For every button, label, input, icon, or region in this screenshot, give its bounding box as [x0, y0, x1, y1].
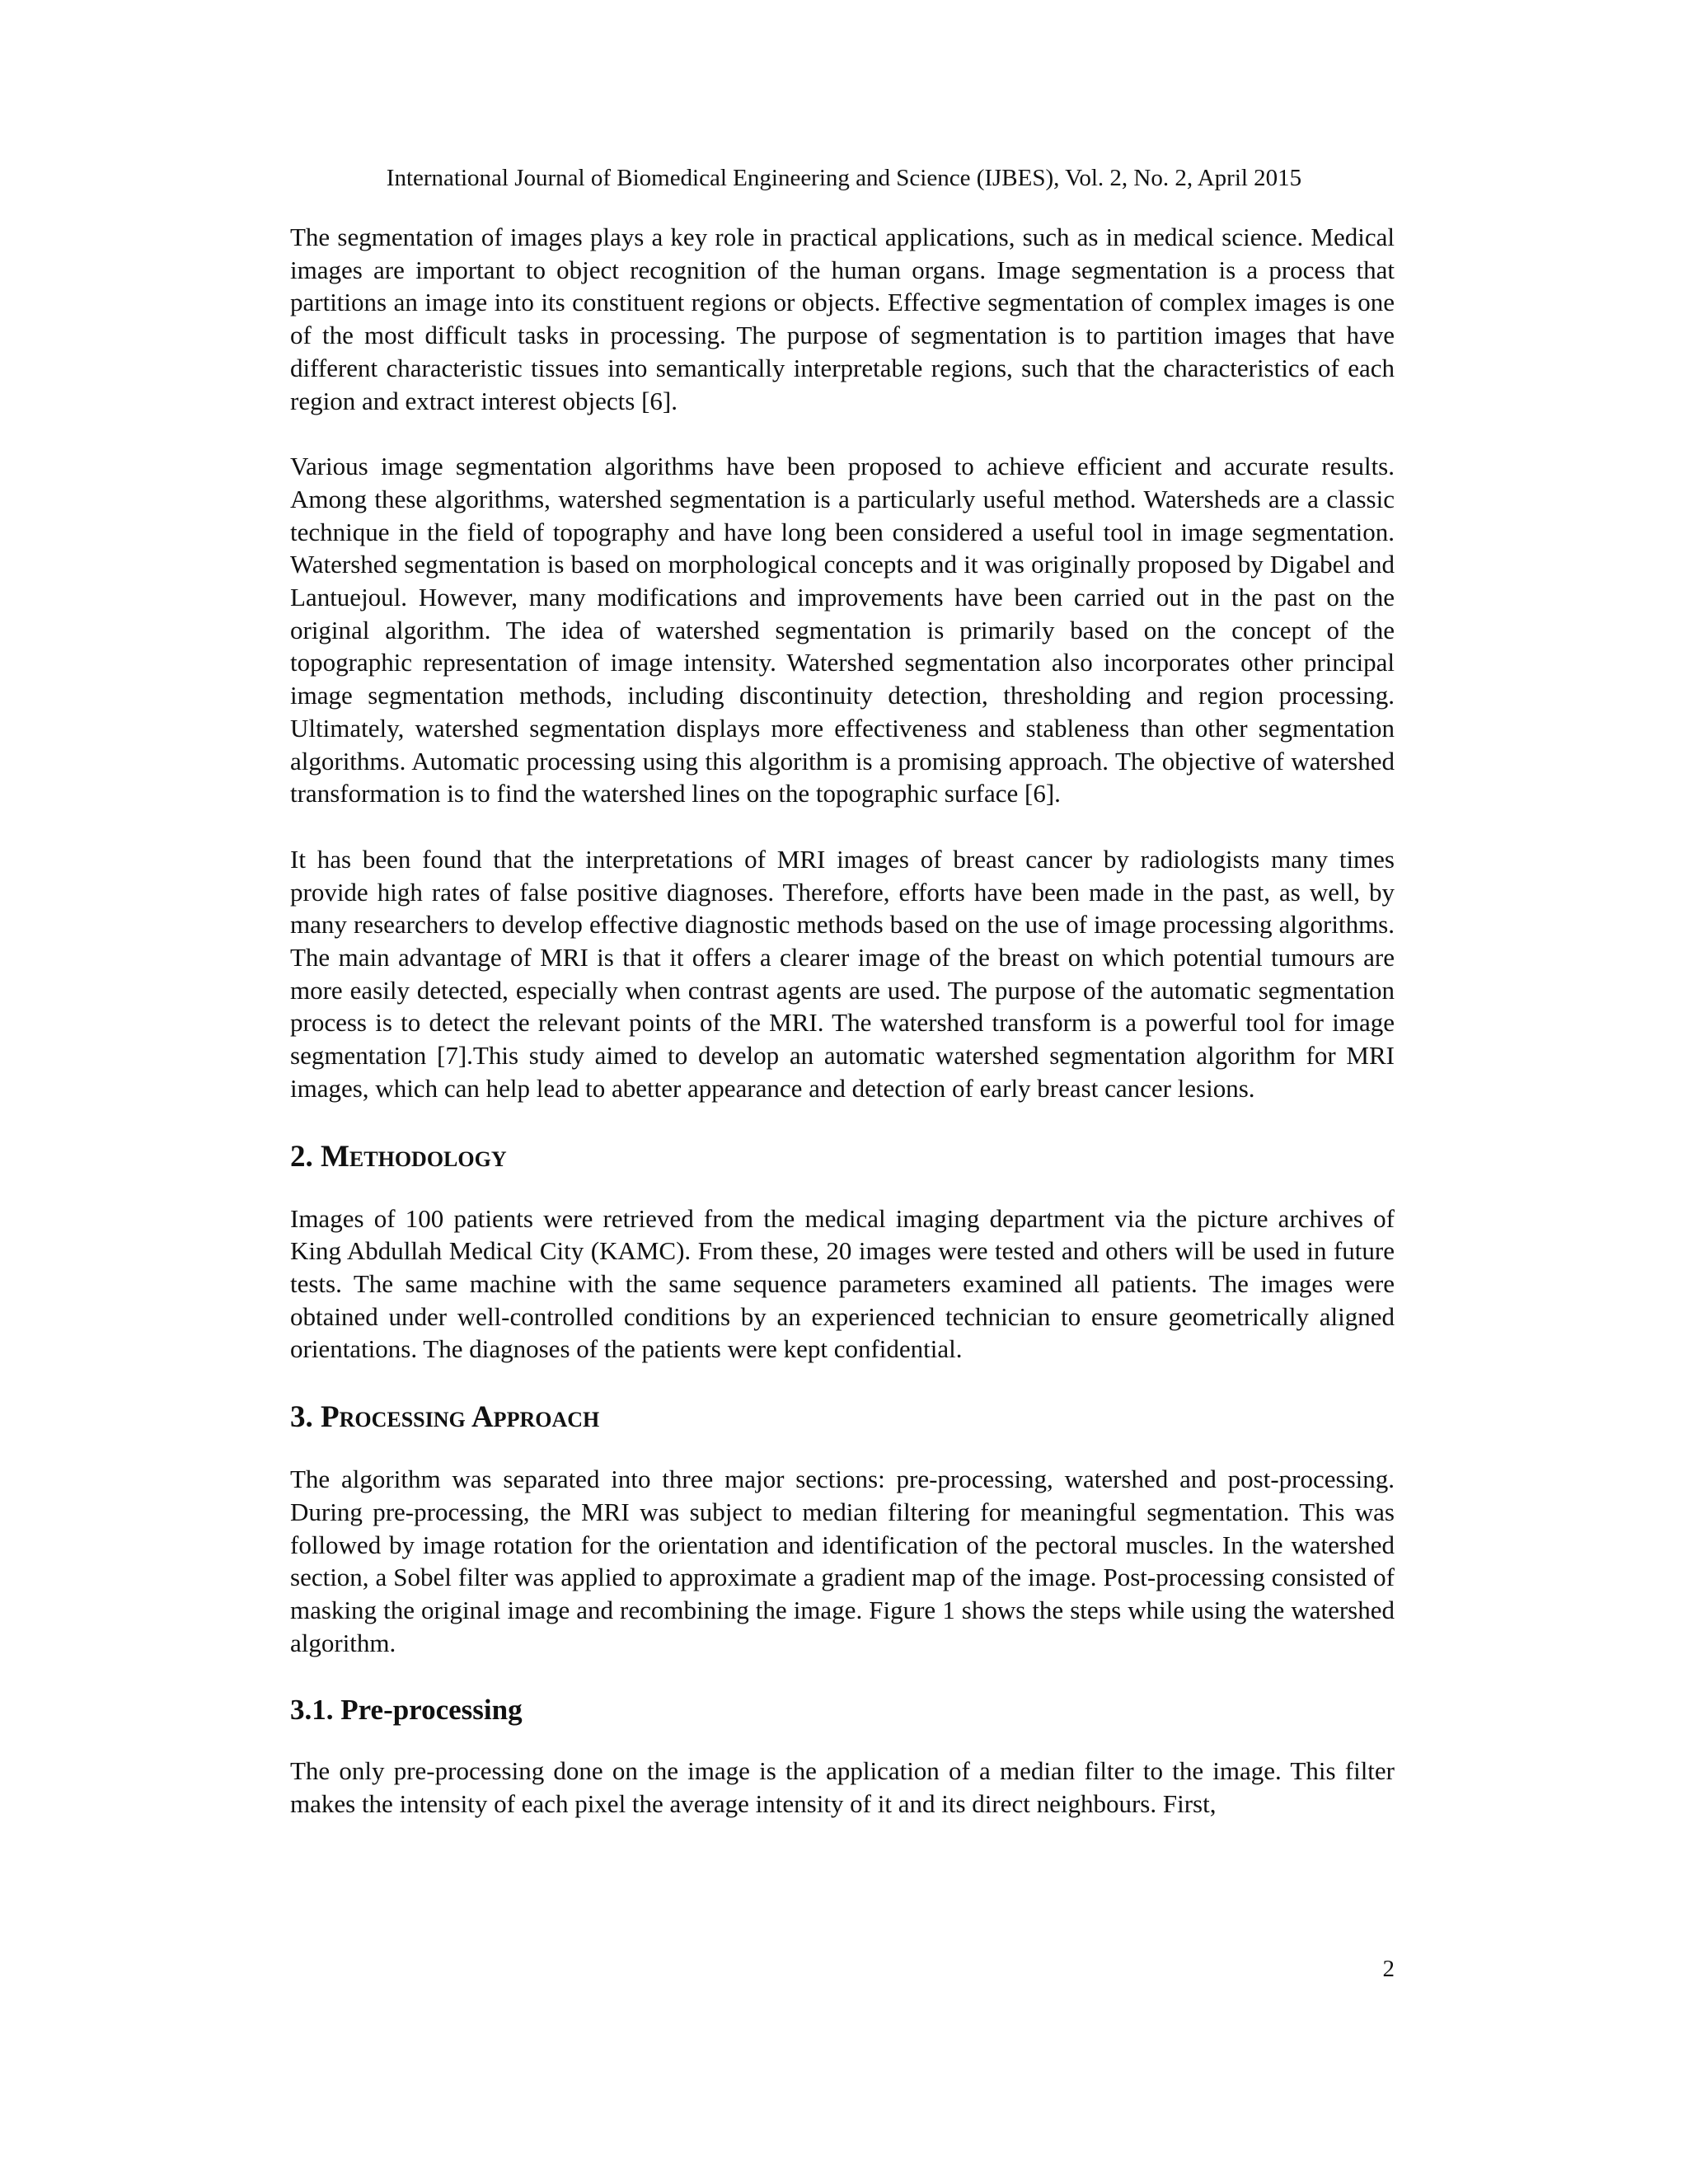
methodology-paragraph: Images of 100 patients were retrieved from the medical imaging department via the picture archives of King Abdullah Medical City (KAMC). From these, 20 images were tested and others will be used in future tests. The same machine with the same sequence parameters examined all patients. The images were obtained under well-controlled conditions by an experienced technician to ensure geometrically aligned orientations. The diagnoses of the patients were kept confidential.: [290, 1203, 1395, 1364]
page-number: 2: [1382, 1956, 1395, 1982]
subsection-heading-pre-processing: 3.1. Pre-processing: [290, 1694, 523, 1727]
section-heading-methodology-text: 2. Methodology: [290, 1139, 507, 1174]
running-header: International Journal of Biomedical Engineering and Science (IJBES), Vol. 2, No. 2, April 2015: [386, 165, 1302, 191]
page-body: [290, 221, 1395, 1854]
intro-paragraph-3: It has been found that the interpretations of MRI images of breast cancer by radiologists many times provide high rates of false positive diagnoses. Therefore, efforts have been made in the past, as well, by many researchers to develop effective diagnostic methods based on the use of image processing algorithms. The main advantage of MRI is that it offers a clearer image of the breast on which potential tumours are more easily detected, especially when contrast agents are used. The purpose of the automatic segmentation process is to detect the relevant points of the MRI. The watershed transform is a powerful tool for image segmentation [7].This study aimed to develop an automatic watershed segmentation algorithm for MRI images, which can help lead to abetter appearance and detection of early breast cancer lesions.: [290, 844, 1395, 1103]
intro-paragraph-2: Various image segmentation algorithms have been proposed to achieve efficient and accurate results. Among these algorithms, watershed segmentation is a particularly useful method. Watersheds are a classic technique in the field of topography and have long been considered a useful tool in image segmentation. Watershed segmentation is based on morphological concepts and it was originally proposed by Digabel and Lantuejoul. However, many modifications and improvements have been carried out in the past on the original algorithm. The idea of watershed segmentation is primarily based on the concept of the topographic representation of image intensity. Watershed segmentation also incorporates other principal image segmentation methods, including discontinuity detection, thresholding and region processing. Ultimately, watershed segmentation displays more effectiveness and stableness than other segmentation algorithms. Automatic processing using this algorithm is a promising approach. The objective of watershed transformation is to find the watershed lines on the topographic surface [6].: [290, 452, 1395, 808]
intro-paragraph-1: The segmentation of images plays a key role in practical applications, such as in medical science. Medical images are important to object recognition of the human organs. Image segmentation is a process that partitions an image into its constituent regions or objects. Effective segmentation of complex images is one of the most difficult tasks in processing. The purpose of segmentation is to partition images that have different characteristic tissues into semantically interpretable regions, such that the characteristics of each region and extract interest objects [6].: [290, 223, 1395, 415]
section-heading-processing-approach-text: 3. Processing Approach: [290, 1400, 600, 1435]
section-heading-processing-approach: [290, 1399, 1395, 1436]
section-heading-methodology: [290, 1138, 1395, 1176]
pre-processing-paragraph: The only pre-processing done on the image is the application of a median filter to the image. This filter makes the intensity of each pixel the average intensity of it and its direct neighbours. First,: [290, 1756, 1395, 1819]
processing-approach-paragraph: The algorithm was separated into three major sections: pre-processing, watershed and post-processing. During pre-processing, the MRI was subject to median filtering for meaningful segmentation. This was followed by image rotation for the orientation and identification of the pectoral muscles. In the watershed section, a Sobel filter was applied to approximate a gradient map of the image. Post-processing consisted of masking the original image and recombining the image. Figure 1 shows the steps while using the watershed algorithm.: [290, 1465, 1395, 1657]
